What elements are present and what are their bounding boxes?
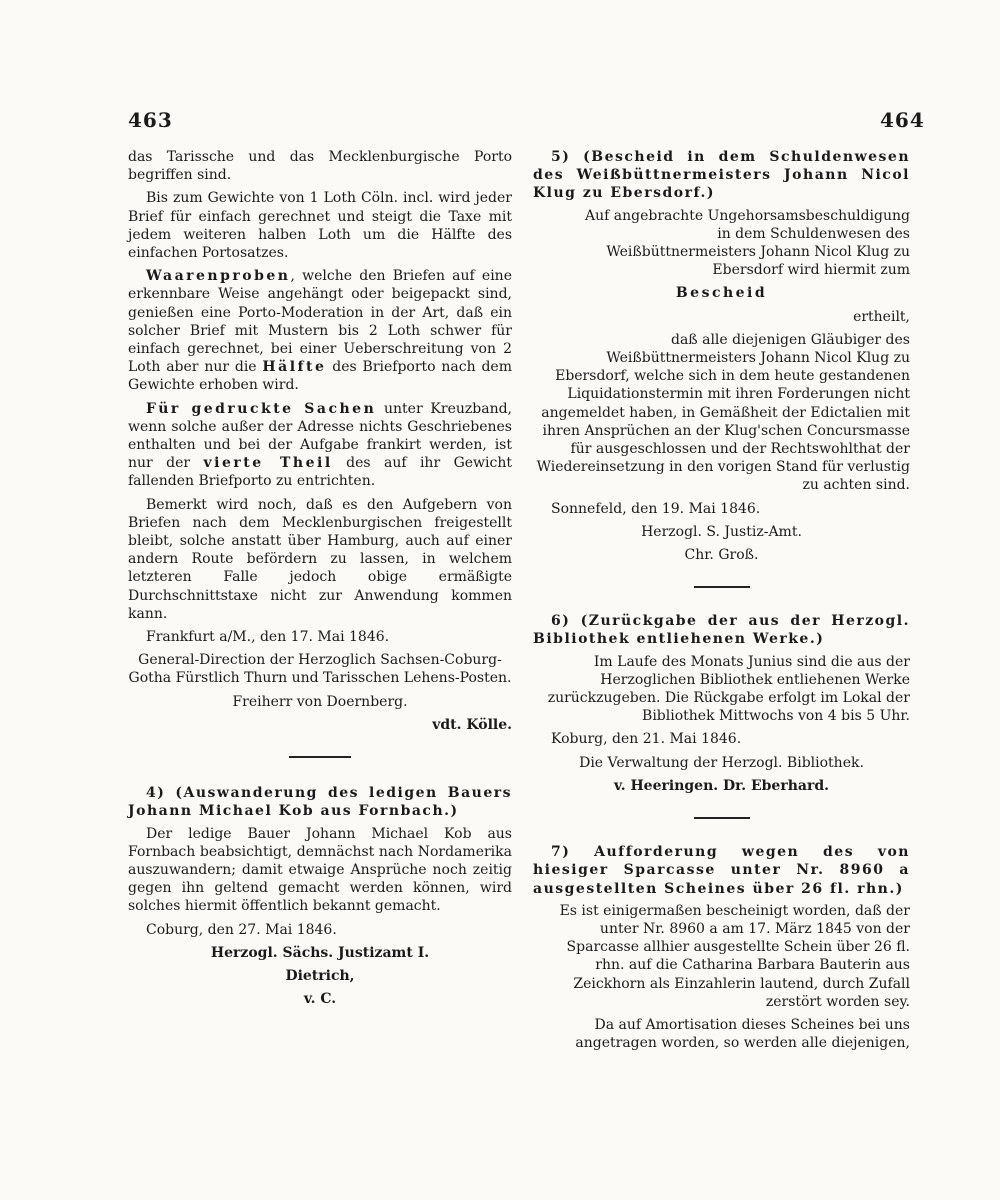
left-column xyxy=(128,148,512,1013)
date-sonnefeld: Sonnefeld, den 19. Mai 1846. xyxy=(551,500,761,517)
paragraph-amortisation: Da auf Amortisation dieses Scheines bei uns angetragen worden, so werden alle diejenigen, xyxy=(575,1016,910,1052)
intro-block xyxy=(533,207,910,280)
date-coburg-27: Coburg, den 27. Mai 1846. xyxy=(146,921,337,938)
heading-section-7: 7) Aufforderung wegen des von hiesiger Sparcasse unter Nr. 8960 a ausgestellten Scheines über 26 fl. rhn.) xyxy=(533,844,910,897)
keyword-printed: Für gedruckte Sachen xyxy=(146,400,377,417)
section-divider xyxy=(289,756,351,758)
right-column xyxy=(533,148,910,1057)
authority-justiz-amt: Herzogl. S. Justiz-Amt. xyxy=(641,523,802,540)
signature-dietrich: Dietrich, xyxy=(285,967,355,984)
signature-gross: Chr. Groß. xyxy=(684,547,759,564)
date-frankfurt: Frankfurt a/M., den 17. Mai 1846. xyxy=(146,629,390,646)
authority-justizamt: Herzogl. Sächs. Justizamt I. xyxy=(210,944,430,961)
signature-heeringen: v. Heeringen. Dr. Eberhard. xyxy=(613,777,830,794)
heading-section-5: 5) (Bescheid in dem Schuldenwesen des Weißbüttnermeisters Johann Nicol Klug zu Ebersdorf.) xyxy=(533,149,910,202)
paragraph-weight: Bis zum Gewichte von 1 Loth Cöln. incl. wird jeder Brief für einfach gerechnet und steigt die Taxe mit jedem weiteren halben Loth um die Hälfte des einfachen Portosatzes. xyxy=(128,190,512,262)
keyword-half: Hälfte xyxy=(262,359,327,376)
authority-general-direction: General-Direction der Herzoglich Sachsen-Coburg-Gotha Fürstlich Thurn und Tarisschen Lehens-Posten. xyxy=(128,652,512,687)
paragraph-certificate: Es ist einigermaßen bescheinigt worden, daß der unter Nr. 8960 a am 17. März 1845 von der Sparcasse allhier ausgestellte Schein über 26 fl. rhn. auf die Catharina Barbara Bauterin aus Zeickhorn als Einzahlerin lautend, durch Zufall zerstört worden sey. xyxy=(559,902,910,1010)
signature-koelle: vdt. Kölle. xyxy=(432,716,512,733)
paragraph-library: Im Laufe des Monats Junius sind die aus der Herzoglichen Bibliothek entliehenen Werke zurückzugeben. Die Rückgabe erfolgt im Lokal der Bibliothek Mittwochs von 4 bis 5 Uhr. xyxy=(547,653,910,725)
authority-library: Die Verwaltung der Herzogl. Bibliothek. xyxy=(579,754,864,771)
keyword-quarter: vierte Theil xyxy=(203,455,333,472)
heading-bescheid: Bescheid xyxy=(675,285,768,302)
paragraph-remark: Bemerkt wird noch, daß es den Aufgebern von Briefen nach dem Mecklenburgischen freigestellt bleibt, solche anstatt über Hamburg, auch auf einer andern Route befördern zu lassen, in welchem letzteren Falle jedoch obige ermäßigte Durchschnittstaxe nicht zur Anwendung kommen kann. xyxy=(128,496,512,622)
heading-section-6: 6) (Zurückgabe der aus der Herzogl. Bibliothek entliehenen Werke.) xyxy=(533,613,910,648)
paragraph-porto-end: das Tarissche und das Mecklenburgische Porto begriffen sind. xyxy=(128,149,512,184)
paragraph-emigration: Der ledige Bauer Johann Michael Kob aus Fornbach beabsichtigt, demnächst nach Nordamerika auszuwandern; damit etwaige Ansprüche noch zeitig gegen ihn geltend gemacht werden können, wird solches hiermit öffentlich bekannt gemacht. xyxy=(128,825,512,915)
heading-section-4: 4) (Auswanderung des ledigen Bauers Johann Michael Kob aus Fornbach.) xyxy=(128,785,512,820)
signature-doernberg: Freiherr von Doernberg. xyxy=(232,693,408,710)
paragraph-samples: Waarenproben, welche den Briefen auf eine erkennbare Weise angehängt oder beigepackt sind, genießen eine Porto-Moderation in der Art, daß ein solcher Brief mit Mustern bis 2 Loth schwer für einfach gerechnet, bei einer Ueberschreitung von 2 Loth aber nur die Hälfte des Briefporto nach dem Gewichte erhoben wird. xyxy=(128,268,512,394)
date-koburg-21: Koburg, den 21. Mai 1846. xyxy=(551,731,742,748)
paragraph-creditors: daß alle diejenigen Gläubiger des Weißbüttnermeisters Johann Nicol Klug zu Ebersdorf, welche sich in dem heute gestandenen Liquidationstermin mit ihren Forderungen nicht angemeldet haben, in Gemäßheit der Edictalien mit ihren Ansprüchen an der Klug'schen Concursmasse für ausgeschlossen und der Rechtswohlthat der Wiedereinsetzung in den vorigen Stand für verlustig zu achten sind. xyxy=(536,331,910,494)
paragraph-printed-matter: Für gedruckte Sachen unter Kreuzband, wenn solche außer der Adresse nichts Geschriebenes enthalten und bei der Aufgabe frankirt werden, ist nur der vierte Theil des auf ihr Gewicht fallenden Briefporto zu entrichten. xyxy=(128,400,512,490)
paragraph-intro-bescheid: Auf angebrachte Ungehorsamsbeschuldigung in dem Schuldenwesen des Weißbüttnermeisters Johann Nicol Klug zu Ebersdorf wird hiermit zum xyxy=(585,207,910,279)
page-number-right: 464 xyxy=(880,108,925,132)
signature-vc: v. C. xyxy=(303,991,337,1008)
section-divider xyxy=(694,817,750,819)
page-number-left: 463 xyxy=(128,108,173,132)
section-divider xyxy=(694,586,750,588)
text-ertheilt: ertheilt, xyxy=(853,308,910,325)
keyword-samples: Waarenproben xyxy=(146,268,291,285)
